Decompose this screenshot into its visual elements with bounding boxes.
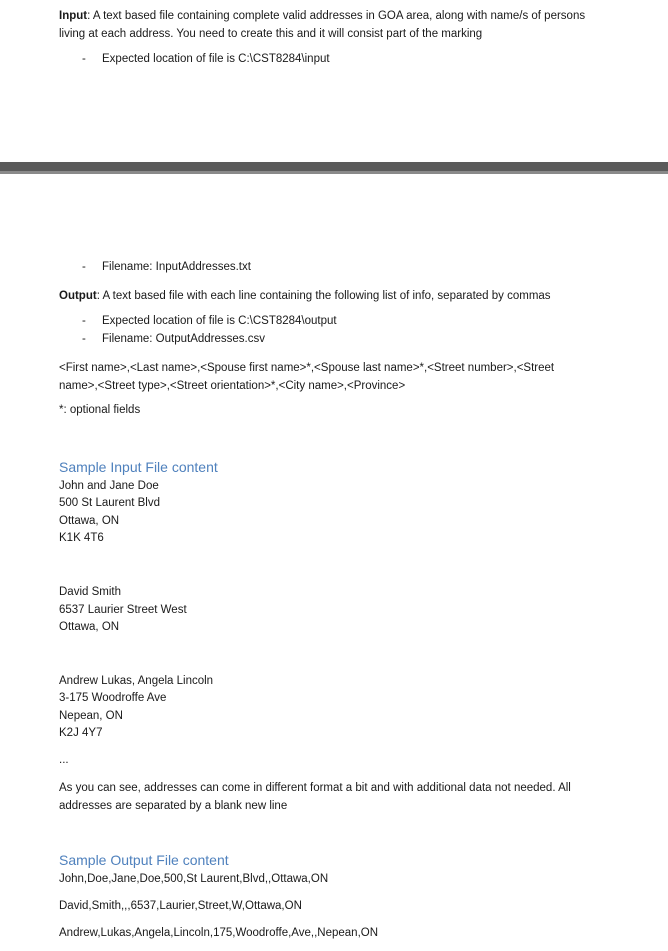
sample-output-heading: Sample Output File content	[59, 852, 229, 868]
output-sample-line: Andrew,Lukas,Angela,Lincoln,175,Woodroffe,Ave,,Nepean,ON	[59, 927, 379, 939]
bullet-dash: -	[82, 261, 86, 273]
bullet-dash: -	[82, 315, 86, 327]
ellipsis: ...	[59, 754, 69, 766]
input-description	[59, 7, 619, 43]
input-sample-line: Andrew Lukas, Angela Lincoln	[59, 675, 214, 687]
input-sample-line: Ottawa, ON	[59, 515, 120, 527]
bullet-dash: -	[82, 333, 86, 345]
input-label: Input	[59, 10, 88, 22]
input-location-bullet: Expected location of file is C:\CST8284\input	[102, 53, 330, 65]
input-text-line1: : A text based file containing complete valid addresses in GOA area, along with name/s of persons	[87, 10, 586, 22]
input-filename-bullet: Filename: InputAddresses.txt	[102, 261, 251, 273]
output-filename-bullet: Filename: OutputAddresses.csv	[102, 333, 265, 345]
note-line2: addresses are separated by a blank new line	[59, 800, 288, 812]
format-note	[59, 779, 619, 815]
input-sample-line: 500 St Laurent Blvd	[59, 497, 161, 509]
input-sample-line: David Smith	[59, 586, 121, 598]
output-location-bullet: Expected location of file is C:\CST8284\output	[102, 315, 337, 327]
output-description	[59, 287, 619, 305]
input-sample-line: K1K 4T6	[59, 532, 104, 544]
note-line1: As you can see, addresses can come in different format a bit and with additional data not needed. All	[59, 782, 571, 794]
input-text-line2: living at each address. You need to create this and it will consist part of the marking	[59, 28, 483, 40]
output-label: Output	[59, 290, 97, 302]
bullet-dash: -	[82, 53, 86, 65]
page-separator	[0, 162, 668, 174]
output-sample-line: David,Smith,,,6537,Laurier,Street,W,Ottawa,ON	[59, 900, 302, 912]
input-sample-line: K2J 4Y7	[59, 727, 103, 739]
input-sample-line: 6537 Laurier Street West	[59, 604, 187, 616]
input-sample-line: Nepean, ON	[59, 710, 123, 722]
input-sample-line: John and Jane Doe	[59, 480, 159, 492]
format-line1: <First name>,<Last name>,<Spouse first name>*,<Spouse last name>*,<Street number>,<Street	[59, 362, 555, 374]
input-sample-line: Ottawa, ON	[59, 621, 120, 633]
optional-note: *: optional fields	[59, 404, 141, 416]
input-sample-line: 3-175 Woodroffe Ave	[59, 692, 167, 704]
format-line2: name>,<Street type>,<Street orientation>*,<City name>,<Province>	[59, 380, 406, 392]
output-text: : A text based file with each line containing the following list of info, separated by commas	[96, 290, 551, 302]
output-sample-line: John,Doe,Jane,Doe,500,St Laurent,Blvd,,Ottawa,ON	[59, 873, 329, 885]
sample-input-heading: Sample Input File content	[59, 459, 218, 475]
format-spec	[59, 359, 619, 395]
